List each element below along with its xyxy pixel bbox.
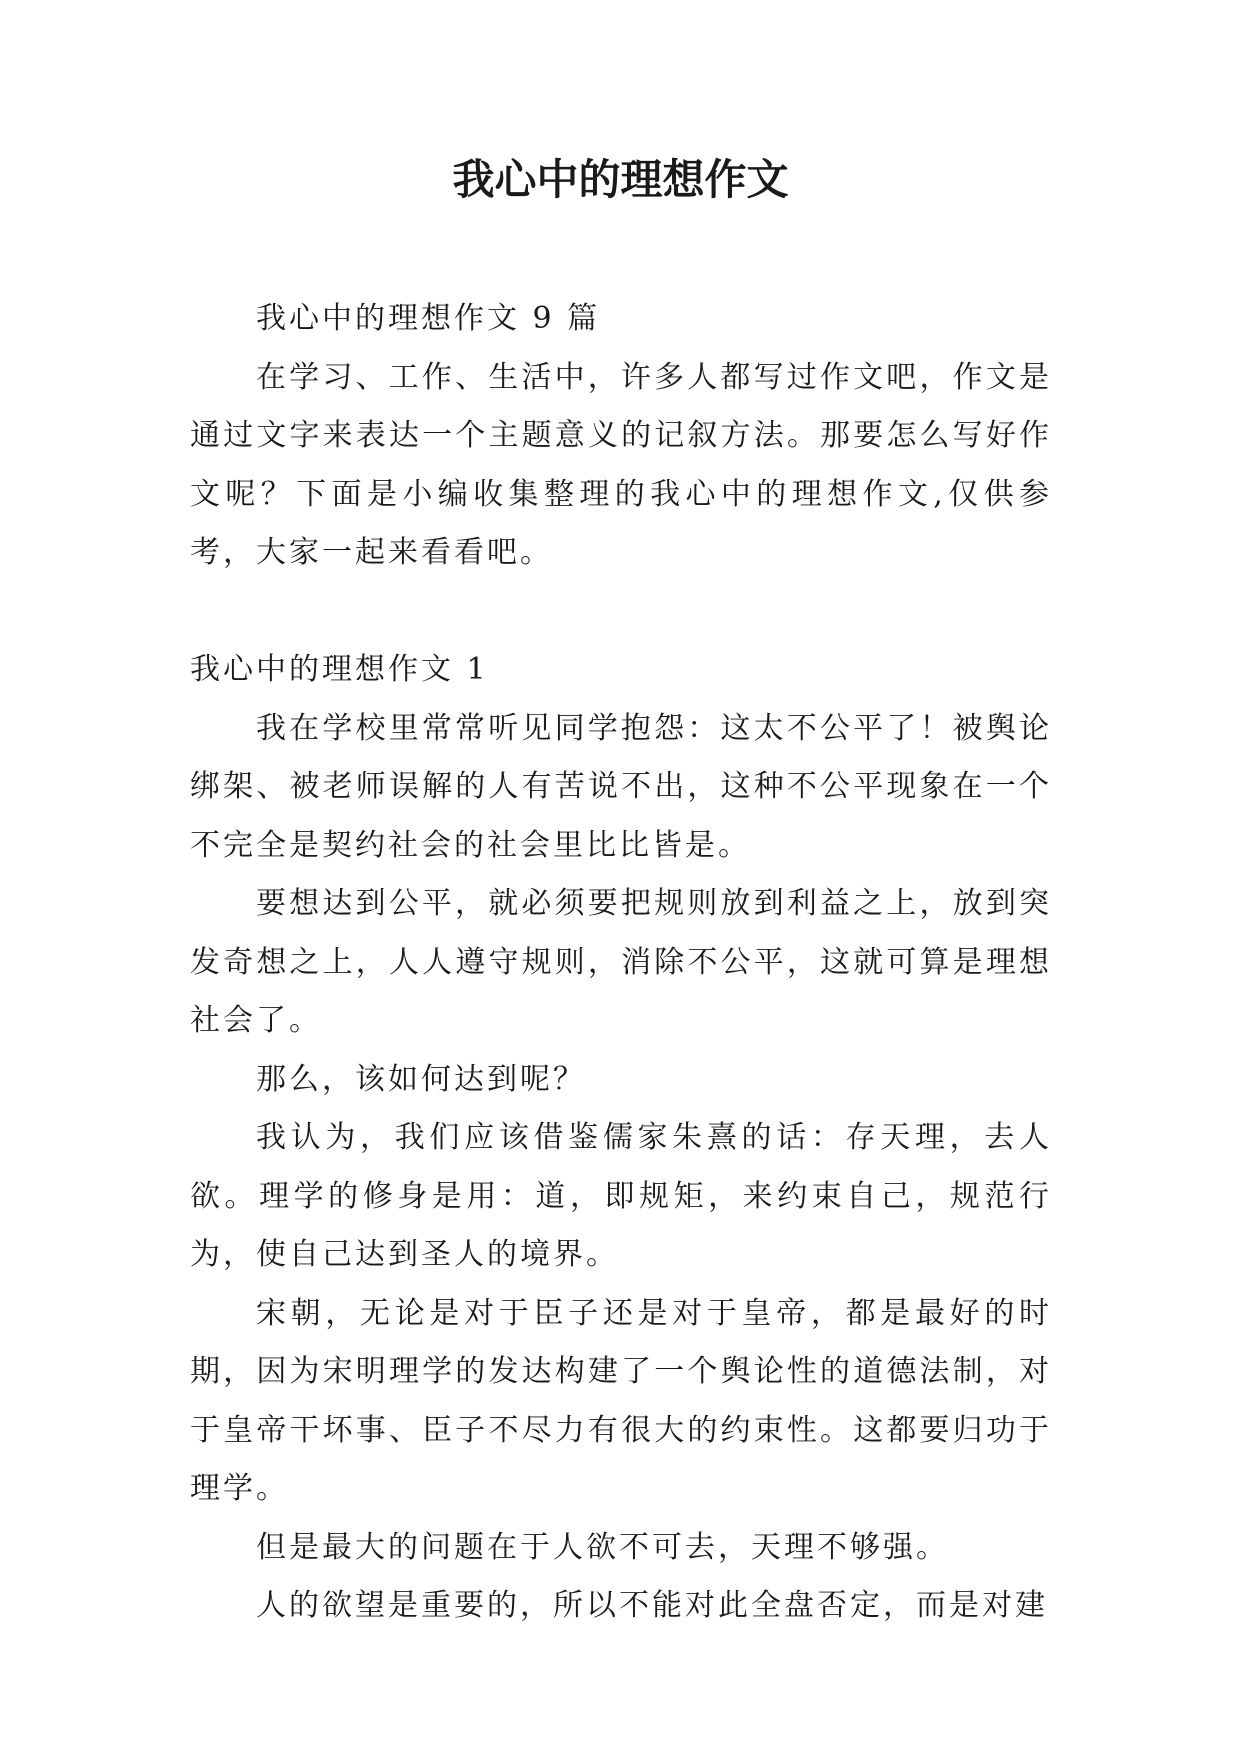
- document-body: [190, 290, 1052, 1636]
- section-heading: 我心中的理想作文 1: [190, 652, 489, 687]
- body-paragraph: 我认为，我们应该借鉴儒家朱熹的话：存天理，去人欲。理学的修身是用：道，即规矩，来约束自己，规范行为，使自己达到圣人的境界。: [190, 1120, 1052, 1272]
- paragraph-gap: [190, 583, 1052, 642]
- body-paragraph: 那么，该如何达到呢？: [256, 1061, 586, 1097]
- body-paragraph: 人的欲望是重要的，所以不能对此全盘否定，而是对建: [256, 1588, 1048, 1623]
- document-subtitle: 我心中的理想作文 9 篇: [256, 301, 601, 336]
- body-paragraph: 要想达到公平，就必须要把规则放到利益之上，放到突发奇想之上，人人遵守规则，消除不公平，这就可算是理想社会了。: [190, 886, 1052, 1038]
- body-paragraph: 宋朝，无论是对于臣子还是对于皇帝，都是最好的时期，因为宋明理学的发达构建了一个舆论性的道德法制，对于皇帝干坏事、臣子不尽力有很大的约束性。这都要归功于理学。: [190, 1295, 1052, 1506]
- body-paragraph: 我在学校里常常听见同学抱怨：这太不公平了！被舆论绑架、被老师误解的人有苦说不出，这种不公平现象在一个不完全是契约社会的社会里比比皆是。: [190, 710, 1052, 863]
- document-title: 我心中的理想作文: [452, 155, 789, 204]
- intro-paragraph: 在学习、工作、生活中，许多人都写过作文吧，作文是通过文字来表达一个主题意义的记叙方法。那要怎么写好作文呢？下面是小编收集整理的我心中的理想作文,仅供参考，大家一起来看看吧。: [190, 359, 1052, 570]
- body-paragraph: 但是最大的问题在于人欲不可去，天理不够强。: [256, 1529, 949, 1565]
